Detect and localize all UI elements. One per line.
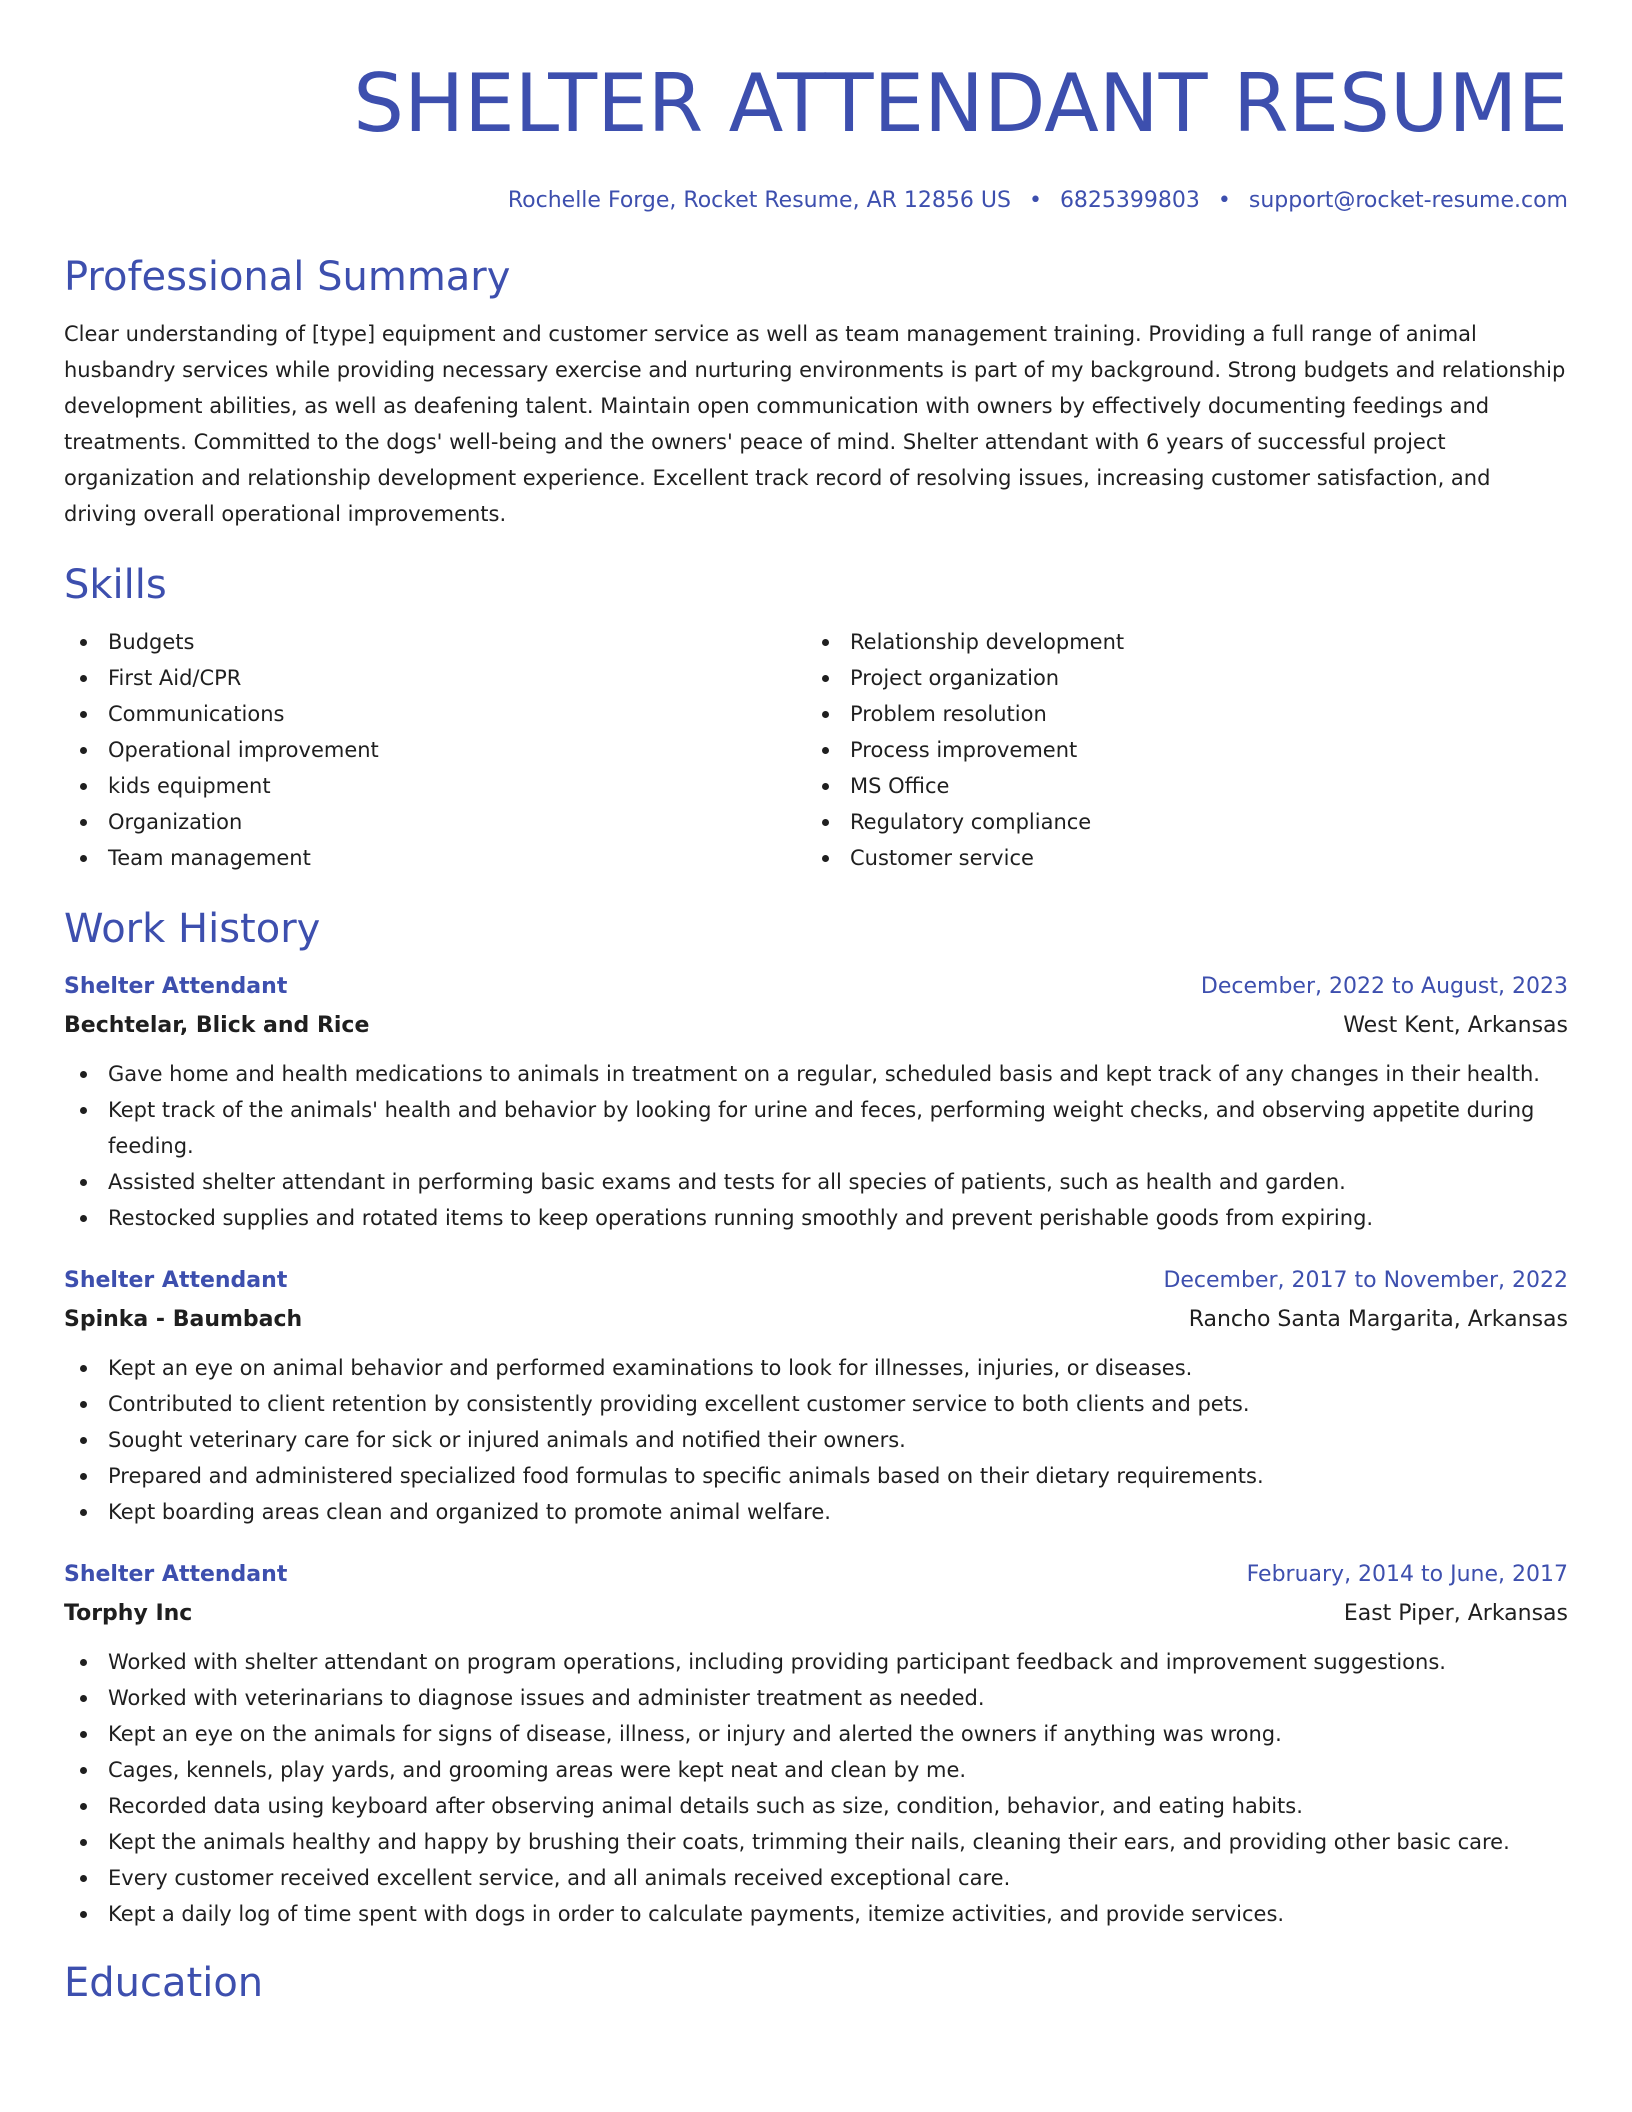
contact-line [64, 186, 1568, 216]
job-dates: February, 2014 to June, 2017 [1246, 1562, 1568, 1587]
skills-section [64, 560, 1568, 876]
resume-header [64, 0, 1568, 216]
skill-item: Communications [64, 696, 806, 732]
skill-item: MS Office [806, 768, 1548, 804]
list-item: Kept boarding areas clean and organized to promote animal welfare. [64, 1494, 1568, 1530]
contact-email: support@rocket-resume.com [1248, 188, 1568, 213]
list-item: Assisted shelter attendant in performing basic exams and tests for all species of patients, such as health and garden. [64, 1164, 1568, 1200]
skill-item: Organization [64, 804, 806, 840]
skills-column-right [806, 624, 1548, 876]
job-title: Shelter Attendant [64, 974, 288, 999]
job-title-row [64, 1556, 1568, 1594]
job-bullets [64, 1056, 1568, 1236]
list-item: Kept a daily log of time spent with dogs in order to calculate payments, itemize activities, and provide services. [64, 1896, 1568, 1932]
skill-item: Regulatory compliance [806, 804, 1548, 840]
list-item: Kept the animals healthy and happy by brushing their coats, trimming their nails, cleaning their ears, and providing other basic care. [64, 1824, 1568, 1860]
job-company: Torphy Inc [64, 1601, 193, 1626]
list-item: Sought veterinary care for sick or injured animals and notified their owners. [64, 1422, 1568, 1458]
job-location: East Piper, Arkansas [1343, 1601, 1568, 1626]
list-item: Every customer received excellent service, and all animals received exceptional care. [64, 1860, 1568, 1896]
skill-item: Problem resolution [806, 696, 1548, 732]
skill-item: Budgets [64, 624, 806, 660]
section-heading-summary: Professional Summary [64, 254, 511, 300]
job-title-row [64, 1262, 1568, 1300]
list-item: Kept an eye on animal behavior and performed examinations to look for illnesses, injuries, or diseases. [64, 1350, 1568, 1386]
section-heading-skills: Skills [64, 562, 167, 608]
job-company-row [64, 1594, 1568, 1634]
job-title: Shelter Attendant [64, 1268, 288, 1293]
job-entry [64, 1556, 1568, 1932]
job-entry [64, 1262, 1568, 1530]
skill-item: Project organization [806, 660, 1548, 696]
list-item: Kept an eye on the animals for signs of disease, illness, or injury and alerted the owners if anything was wrong. [64, 1716, 1568, 1752]
skill-item: Team management [64, 840, 806, 876]
job-company-row [64, 1300, 1568, 1340]
contact-separator: • [1217, 188, 1231, 213]
job-title: Shelter Attendant [64, 1562, 288, 1587]
job-company-row [64, 1006, 1568, 1046]
section-heading-work-history: Work History [64, 906, 321, 952]
contact-separator: • [1028, 188, 1042, 213]
list-item: Worked with veterinarians to diagnose issues and administer treatment as needed. [64, 1680, 1568, 1716]
job-dates: December, 2022 to August, 2023 [1200, 974, 1568, 999]
list-item: Gave home and health medications to animals in treatment on a regular, scheduled basis and kept track of any changes in their health. [64, 1056, 1568, 1092]
skill-item: First Aid/CPR [64, 660, 806, 696]
list-item: Recorded data using keyboard after observing animal details such as size, condition, behavior, and eating habits. [64, 1788, 1568, 1824]
job-location: Rancho Santa Margarita, Arkansas [1188, 1307, 1568, 1332]
skills-grid [64, 624, 1568, 876]
skill-item: Operational improvement [64, 732, 806, 768]
list-item: Worked with shelter attendant on program operations, including providing participant feedback and improvement suggestions. [64, 1644, 1568, 1680]
education-section [64, 1958, 1568, 2008]
skill-item: Process improvement [806, 732, 1548, 768]
job-dates: December, 2017 to November, 2022 [1163, 1268, 1568, 1293]
skill-item: kids equipment [64, 768, 806, 804]
job-location: West Kent, Arkansas [1343, 1013, 1568, 1038]
work-history-section [64, 904, 1568, 1932]
skills-column-left [64, 624, 806, 876]
job-entry [64, 968, 1568, 1236]
page-title: SHELTER ATTENDANT RESUME [353, 57, 1568, 150]
job-title-row [64, 968, 1568, 1006]
job-company: Spinka - Baumbach [64, 1307, 303, 1332]
contact-phone: 6825399803 [1059, 188, 1200, 213]
list-item: Cages, kennels, play yards, and grooming areas were kept neat and clean by me. [64, 1752, 1568, 1788]
list-item: Contributed to client retention by consistently providing excellent customer service to both clients and pets. [64, 1386, 1568, 1422]
job-company: Bechtelar, Blick and Rice [64, 1013, 370, 1038]
skill-item: Customer service [806, 840, 1548, 876]
job-bullets [64, 1644, 1568, 1932]
skill-item: Relationship development [806, 624, 1548, 660]
job-bullets [64, 1350, 1568, 1530]
list-item: Prepared and administered specialized food formulas to specific animals based on their dietary requirements. [64, 1458, 1568, 1494]
contact-address: Rochelle Forge, Rocket Resume, AR 12856 US [507, 188, 1011, 213]
list-item: Kept track of the animals' health and behavior by looking for urine and feces, performing weight checks, and observing appetite during feeding. [64, 1092, 1568, 1164]
list-item: Restocked supplies and rotated items to keep operations running smoothly and prevent perishable goods from expiring. [64, 1200, 1568, 1236]
professional-summary-section [64, 252, 1568, 532]
summary-text: Clear understanding of [type] equipment and customer service as well as team management training. Providing a full range of animal husbandry services while providing necessary exercise and nurturing environments is part of my background. Strong budgets and relationship development abilities, as well as deafening talent. Maintain open communication with owners by effectively documenting feedings and treatments. Committed to the dogs' well-being and the owners' peace of mind. Shelter attendant with 6 years of successful project organization and relationship development experience. Excellent track record of resolving issues, increasing customer satisfaction, and driving overall operational improvements. [64, 322, 1566, 526]
section-heading-education: Education [64, 1960, 264, 2006]
